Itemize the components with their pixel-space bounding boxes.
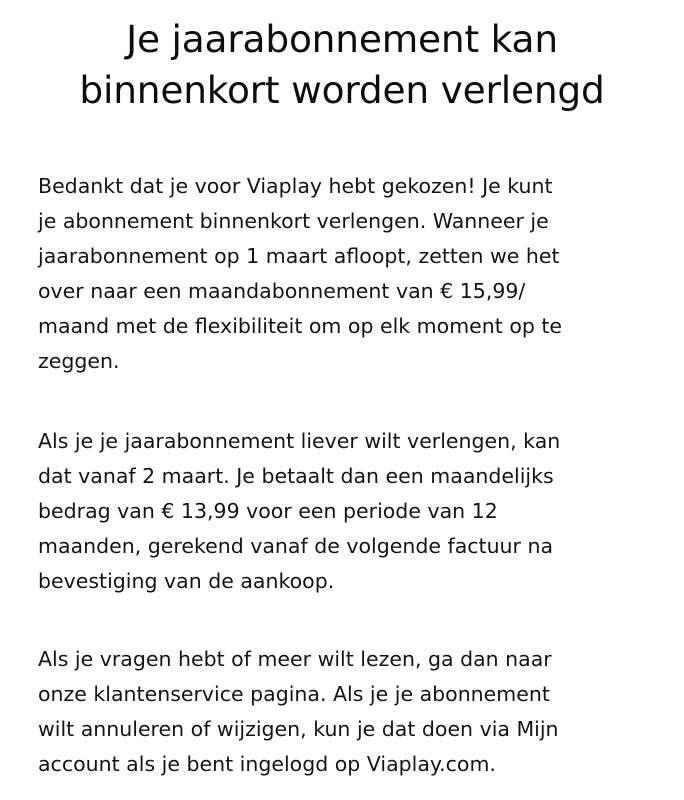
- paragraph-line: je abonnement binnenkort verlengen. Wanneer je: [38, 209, 549, 233]
- page-title-line-1: Je jaarabonnement kan: [126, 17, 558, 61]
- paragraph-line: Bedankt dat je voor Viaplay hebt gekozen! Je kunt: [38, 174, 553, 198]
- paragraph-line: Als je vragen hebt of meer wilt lezen, ga dan naar: [38, 647, 552, 671]
- paragraph-line: maand met de flexibiliteit om op elk moment op te: [38, 314, 563, 338]
- paragraph-line: wilt annuleren of wijzigen, kun je dat doen via Mijn: [38, 717, 559, 741]
- paragraph-line: account als je bent ingelogd op Viaplay.com.: [38, 752, 496, 776]
- paragraph-line: Als je je jaarabonnement liever wilt verlengen, kan: [38, 429, 561, 453]
- renewal-paragraph: [38, 424, 678, 599]
- support-paragraph: [38, 642, 678, 782]
- paragraph-line: zeggen.: [38, 349, 120, 373]
- paragraph-line: onze klantenservice pagina. Als je je abonnement: [38, 682, 550, 706]
- paragraph-line: jaarabonnement op 1 maart afloopt, zetten we het: [38, 244, 560, 268]
- paragraph-line: bevestiging van de aankoop.: [38, 569, 335, 593]
- paragraph-line: over naar een maandabonnement van € 15,99/: [38, 279, 526, 303]
- paragraph-line: dat vanaf 2 maart. Je betaalt dan een maandelijks: [38, 464, 554, 488]
- page-title-line-2: binnenkort worden verlengd: [79, 68, 605, 112]
- paragraph-line: maanden, gerekend vanaf de volgende factuur na: [38, 534, 554, 558]
- paragraph-line: bedrag van € 13,99 voor een periode van 12: [38, 499, 498, 523]
- page-title: [16, 14, 668, 116]
- intro-paragraph: [38, 169, 678, 379]
